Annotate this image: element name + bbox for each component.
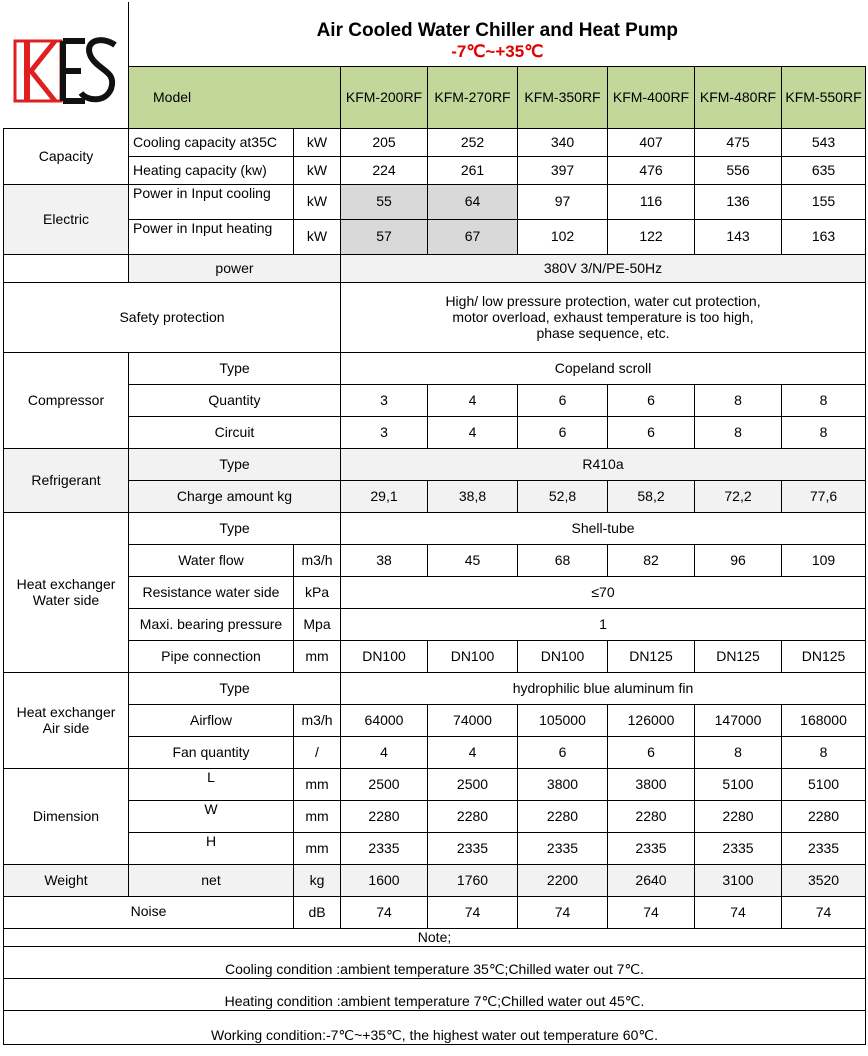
group-refrigerant: Refrigerant: [4, 448, 129, 512]
model-name: KFM-270RF: [428, 66, 518, 128]
table-row: [4, 480, 866, 512]
model-name: KFM-400RF: [608, 66, 695, 128]
value-cell: 2200: [518, 864, 608, 896]
table-row: [4, 282, 866, 352]
unit: kW: [294, 184, 341, 219]
value-cell: 1760: [428, 864, 518, 896]
value-cell: 143: [695, 219, 782, 254]
value-cell: 6: [608, 736, 695, 768]
value-cell: 2335: [608, 832, 695, 864]
value-cell: 102: [518, 219, 608, 254]
value-cell: 122: [608, 219, 695, 254]
row-label: Fan quantity: [129, 736, 294, 768]
value-cell: 74: [608, 896, 695, 928]
value-cell: 3100: [695, 864, 782, 896]
table-row: [4, 544, 866, 576]
value-cell: 397: [518, 156, 608, 184]
value-cell: 168000: [782, 704, 866, 736]
value-cell: DN100: [341, 640, 428, 672]
value-cell: 2335: [695, 832, 782, 864]
value-cell: 77,6: [782, 480, 866, 512]
value-cell: 4: [428, 384, 518, 416]
unit: kPa: [294, 576, 341, 608]
value-cell: DN100: [518, 640, 608, 672]
value-cell: 224: [341, 156, 428, 184]
row-label: Airflow: [129, 704, 294, 736]
value-cell: 205: [341, 128, 428, 156]
unit: kW: [294, 156, 341, 184]
value-cell: 6: [608, 416, 695, 448]
value-cell: 635: [782, 156, 866, 184]
note-working: Working condition:-7℃~+35℃, the highest water out temperature 60℃.: [4, 1010, 866, 1044]
value-cell: 58,2: [608, 480, 695, 512]
value-cell: DN125: [782, 640, 866, 672]
model-name: KFM-480RF: [695, 66, 782, 128]
value-cell: 136: [695, 184, 782, 219]
table-row: [4, 512, 866, 544]
value-cell: 4: [428, 736, 518, 768]
value-cell: 2335: [428, 832, 518, 864]
value-cell: ≤70: [341, 576, 866, 608]
value-cell: 475: [695, 128, 782, 156]
safety-label: Safety protection: [4, 282, 341, 352]
row-label: Type: [129, 352, 341, 384]
value-cell: 4: [341, 736, 428, 768]
unit: m3/h: [294, 544, 341, 576]
row-label: Resistance water side: [129, 576, 294, 608]
model-label: Model: [129, 66, 341, 128]
row-label: Circuit: [129, 416, 341, 448]
value-cell: 74: [341, 896, 428, 928]
group-dimension: Dimension: [4, 768, 129, 864]
page-title: Air Cooled Water Chiller and Heat Pump: [316, 20, 678, 42]
power-supply-value: 380V 3/N/PE-50Hz: [341, 254, 866, 282]
row-label: Pipe connection: [129, 640, 294, 672]
row-label: Type: [129, 512, 341, 544]
unit: mm: [294, 832, 341, 864]
table-row: [4, 896, 866, 928]
table-row: [4, 184, 866, 219]
value-cell: 3: [341, 416, 428, 448]
safety-line: High/ low pressure protection, water cut protection,: [445, 292, 761, 309]
group-label-line: Heat exchanger: [16, 703, 116, 720]
value-cell: 8: [695, 736, 782, 768]
unit: dB: [294, 896, 341, 928]
group-label-line: Water side: [32, 592, 100, 608]
value-cell: 74: [428, 896, 518, 928]
group-label-line: Heat exchanger: [16, 575, 116, 592]
table-row: [4, 832, 866, 864]
value-cell: 52,8: [518, 480, 608, 512]
value-cell: 2280: [608, 800, 695, 832]
compressor-type: Copeland scroll: [341, 352, 866, 384]
water-exchanger-type: Shell-tube: [341, 512, 866, 544]
group-label-line: Air side: [42, 720, 90, 736]
table-row: [4, 704, 866, 736]
row-label: net: [129, 864, 294, 896]
group-capacity: Capacity: [4, 128, 129, 184]
value-cell: 82: [608, 544, 695, 576]
value-cell: 2335: [518, 832, 608, 864]
value-cell: 67: [428, 219, 518, 254]
value-cell: 543: [782, 128, 866, 156]
table-row: [4, 448, 866, 480]
value-cell: 97: [518, 184, 608, 219]
value-cell: 155: [782, 184, 866, 219]
value-cell: 74: [782, 896, 866, 928]
table-row: [4, 128, 866, 156]
safety-description: [341, 282, 866, 352]
value-cell: 5100: [782, 768, 866, 800]
refrigerant-type: R410a: [341, 448, 866, 480]
row-label: Noise: [4, 896, 294, 928]
value-cell: 64: [428, 184, 518, 219]
table-row: [4, 864, 866, 896]
model-row: [4, 66, 866, 128]
value-cell: 3520: [782, 864, 866, 896]
value-cell: 2280: [518, 800, 608, 832]
value-cell: 8: [695, 384, 782, 416]
row-label: Type: [129, 448, 341, 480]
row-label: H: [129, 832, 294, 864]
unit: /: [294, 736, 341, 768]
value-cell: 6: [518, 384, 608, 416]
value-cell: 8: [782, 736, 866, 768]
unit: mm: [294, 768, 341, 800]
note-heating: Heating condition :ambient temperature 7℃;Chilled water out 45℃.: [4, 978, 866, 1010]
unit: m3/h: [294, 704, 341, 736]
value-cell: 4: [428, 416, 518, 448]
unit: mm: [294, 640, 341, 672]
value-cell: 261: [428, 156, 518, 184]
value-cell: 8: [782, 416, 866, 448]
row-label: Type: [129, 672, 341, 704]
value-cell: 476: [608, 156, 695, 184]
value-cell: 74: [518, 896, 608, 928]
value-cell: 57: [341, 219, 428, 254]
table-row: [4, 352, 866, 384]
value-cell: 2280: [428, 800, 518, 832]
table-row: [4, 640, 866, 672]
value-cell: DN125: [608, 640, 695, 672]
note-heading: Note;: [4, 928, 866, 946]
table-row: [4, 576, 866, 608]
value-cell: 8: [695, 416, 782, 448]
value-cell: 72,2: [695, 480, 782, 512]
row-label: Power in Input heating: [129, 219, 294, 254]
model-name: KFM-550RF: [782, 66, 866, 128]
value-cell: 2280: [695, 800, 782, 832]
table-row: [4, 416, 866, 448]
row-label: Charge amount kg: [129, 480, 341, 512]
value-cell: 96: [695, 544, 782, 576]
value-cell: 105000: [518, 704, 608, 736]
value-cell: 45: [428, 544, 518, 576]
value-cell: 116: [608, 184, 695, 219]
model-name: KFM-350RF: [518, 66, 608, 128]
row-label: Maxi. bearing pressure: [129, 608, 294, 640]
value-cell: 340: [518, 128, 608, 156]
table-row: [4, 672, 866, 704]
value-cell: 2280: [341, 800, 428, 832]
table-row: [4, 608, 866, 640]
value-cell: 55: [341, 184, 428, 219]
model-name: KFM-200RF: [341, 66, 428, 128]
note-cooling: Cooling condition :ambient temperature 35℃;Chilled water out 7℃.: [4, 946, 866, 978]
value-cell: 68: [518, 544, 608, 576]
value-cell: 163: [782, 219, 866, 254]
value-cell: 29,1: [341, 480, 428, 512]
value-cell: 2640: [608, 864, 695, 896]
unit: kW: [294, 219, 341, 254]
value-cell: 8: [782, 384, 866, 416]
value-cell: 252: [428, 128, 518, 156]
kes-logo-icon: [11, 27, 121, 107]
table-row: [4, 384, 866, 416]
value-cell: 2500: [428, 768, 518, 800]
value-cell: 109: [782, 544, 866, 576]
value-cell: 38: [341, 544, 428, 576]
value-cell: 74000: [428, 704, 518, 736]
temperature-range: -7℃~+35℃: [451, 42, 544, 61]
value-cell: 74: [695, 896, 782, 928]
value-cell: DN125: [695, 640, 782, 672]
value-cell: 3: [341, 384, 428, 416]
row-label: Power in Input cooling: [129, 184, 294, 219]
value-cell: 3800: [518, 768, 608, 800]
group-electric: Electric: [4, 184, 129, 254]
safety-line: phase sequence, etc.: [536, 325, 670, 342]
table-row: [4, 736, 866, 768]
value-cell: 1600: [341, 864, 428, 896]
value-cell: 556: [695, 156, 782, 184]
group-weight: Weight: [4, 864, 129, 896]
value-cell: 1: [341, 608, 866, 640]
value-cell: 6: [518, 416, 608, 448]
table-row: [4, 800, 866, 832]
air-exchanger-type: hydrophilic blue aluminum fin: [341, 672, 866, 704]
value-cell: 5100: [695, 768, 782, 800]
logo: [4, 2, 129, 128]
value-cell: 147000: [695, 704, 782, 736]
unit: Mpa: [294, 608, 341, 640]
row-label: Heating capacity (kw): [129, 156, 294, 184]
value-cell: DN100: [428, 640, 518, 672]
table-row: [4, 254, 866, 282]
value-cell: 2280: [782, 800, 866, 832]
value-cell: 38,8: [428, 480, 518, 512]
value-cell: 2335: [782, 832, 866, 864]
row-label: Water flow: [129, 544, 294, 576]
value-cell: 6: [518, 736, 608, 768]
value-cell: 2335: [341, 832, 428, 864]
table-row: [4, 219, 866, 254]
table-row: [4, 768, 866, 800]
value-cell: 3800: [608, 768, 695, 800]
value-cell: 126000: [608, 704, 695, 736]
group-compressor: Compressor: [4, 352, 129, 448]
group-water-side: [4, 512, 129, 672]
row-label: power: [129, 254, 341, 282]
row-label: L: [129, 768, 294, 800]
safety-line: motor overload, exhaust temperature is too high,: [452, 308, 754, 325]
row-label: Cooling capacity at35C: [129, 128, 294, 156]
row-label: Quantity: [129, 384, 341, 416]
row-label: W: [129, 800, 294, 832]
value-cell: 407: [608, 128, 695, 156]
value-cell: 64000: [341, 704, 428, 736]
unit: kg: [294, 864, 341, 896]
unit: kW: [294, 128, 341, 156]
unit: mm: [294, 800, 341, 832]
table-row: [4, 156, 866, 184]
value-cell: 2500: [341, 768, 428, 800]
value-cell: 6: [608, 384, 695, 416]
spec-table: [3, 2, 866, 1045]
group-air-side: [4, 672, 129, 768]
